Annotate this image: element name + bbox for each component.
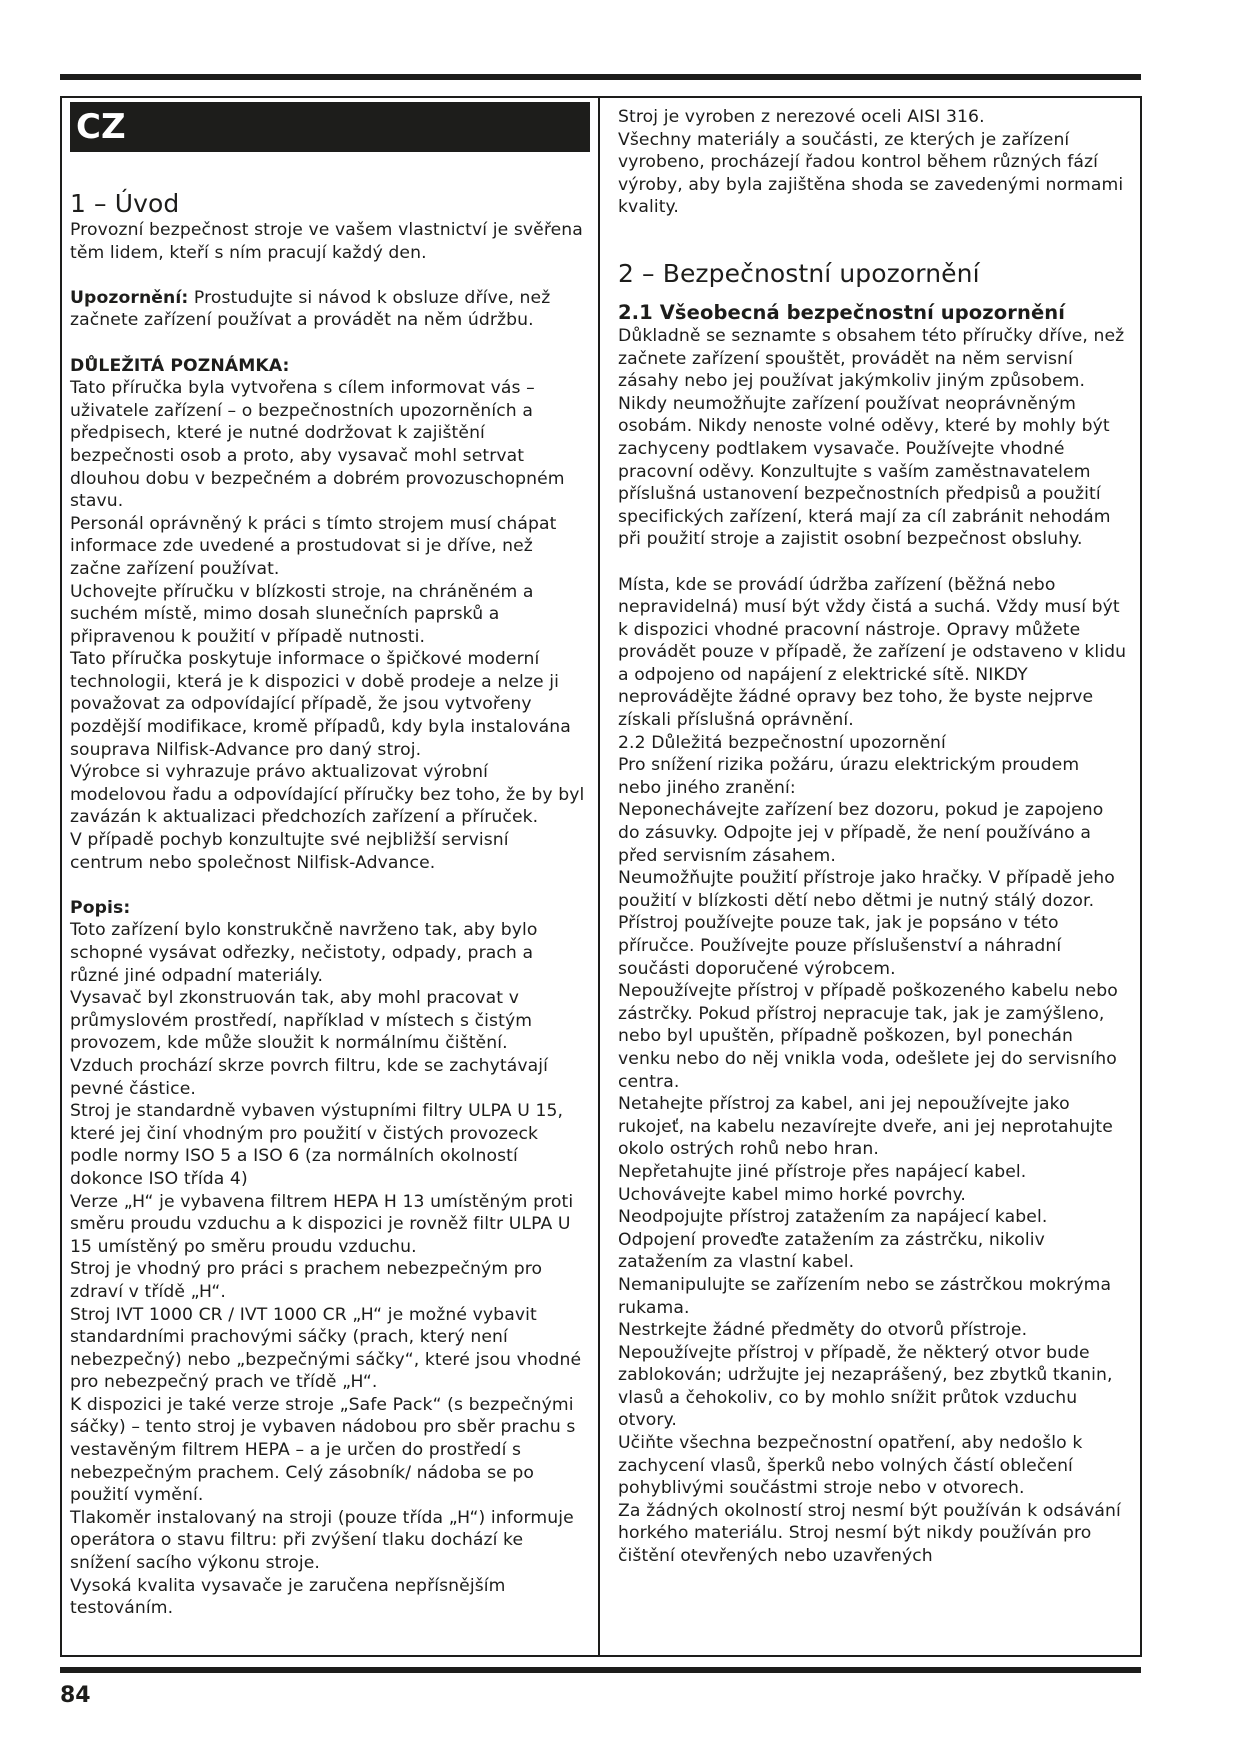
safety-paragraph: Přístroj používejte pouze tak, jak je popsáno v této příručce. Používejte pouze příslušenství a náhradní součásti doporučené výrobcem. <box>618 913 1062 979</box>
warning-text: Prostudujte si návod k obsluze dříve, než začnete zařízení používat a provádět na něm údržbu. <box>70 287 551 331</box>
subsection-heading-important: 2.2 Důležitá bezpečnostní upozornění <box>618 732 946 753</box>
description-paragraph: K dispozici je také verze stroje „Safe Pack“ (s bezpečnými sáčky) – tento stroj je vybaven nádobou pro sběr prachu s vestavěným filtrem HEPA – a je určen do prostředí s nebezpečným prachem. Celý zásobník/ nádoba se po použití vymění. <box>70 1394 576 1506</box>
note-paragraph: Uchovejte příručku v blízkosti stroje, na chráněném a suchém místě, mimo dosah slunečních paprsků a připravenou k použití v případě nutnosti. <box>70 581 534 647</box>
description-paragraph: Vysavač byl zkonstruován tak, aby mohl pracovat v průmyslovém prostředí, například v místech s čistým provozem, kde může sloužit k normálnímu čištění. <box>70 988 533 1054</box>
language-tab: CZ <box>70 102 590 152</box>
safety-paragraph: Netahejte přístroj za kabel, ani jej nepoužívejte jako rukojeť, na kabelu nezavírejte dveře, ani jej neprotahujte okolo ostrých rohů nebo hran. <box>618 1094 1113 1160</box>
description-paragraph: Vzduch prochází skrze povrch filtru, kde se zachytávají pevné částice. <box>70 1055 548 1099</box>
note-paragraph: V případě pochyb konzultujte své nejbližší servisní centrum nebo společnost Nilfisk-Advance. <box>70 830 509 873</box>
safety-paragraph: Nepřetahujte jiné přístroje přes napájecí kabel. <box>618 1161 1027 1182</box>
description-paragraph: Verze „H“ je vybavena filtrem HEPA H 13 umístěným proti směru proudu vzduchu a k dispozici je rovněž filtr ULPA U 15 umístěný po směru proudu vzduchu. <box>70 1191 574 1257</box>
note-paragraph: Tato příručka poskytuje informace o špičkové moderní technologii, která je k dispozici v době prodeje a nelze ji považovat za odpovídající případě, že jsou vytvořeny pozdější modifikace, kromě případů, kdy byla instalována souprava Nilfisk-Advance pro daný stroj. <box>70 649 571 760</box>
description-heading: Popis: <box>70 897 131 918</box>
description-paragraph: Toto zařízení bylo konstrukčně navrženo tak, aby bylo schopné vysávat odřezky, nečistoty, odpady, prach a různé jiné odpadní materiály. <box>70 920 538 986</box>
description-paragraph: Vysoká kvalita vysavače je zaručena nepřísnějším testováním. <box>70 1575 506 1619</box>
description-paragraph: Tlakoměr instalovaný na stroji (pouze třída „H“) informuje operátora o stavu filtru: při zvýšení tlaku dochází ke snížení sacího výkonu stroje. <box>70 1507 574 1574</box>
note-paragraph: Výrobce si vyhrazuje právo aktualizovat výrobní modelovou řadu a odpovídající příručky bez toho, že by byl zavázán k aktualizaci předchozích zařízení a příruček. <box>70 762 585 828</box>
page-number: 84 <box>60 1683 91 1708</box>
maintenance-paragraph: Místa, kde se provádí údržba zařízení (běžná nebo nepravidelná) musí být vždy čistá a suchá. Vždy musí být k dispozici vhodné pracovní nástroje. Opravy můžete provádět pouze v případě, že zařízení je odstaveno v klidu a odpojeno od napájení z elektrické sítě. NIKDY neprovádějte žádné opravy bez toho, že byste nejprve získali příslušná oprávnění. <box>618 574 1127 731</box>
section-heading-safety: 2 – Bezpečnostní upozornění <box>618 258 980 288</box>
right-column <box>618 96 1128 1568</box>
note-heading: DŮLEŽITÁ POZNÁMKA: <box>70 355 290 376</box>
safety-paragraph: Neodpojujte přístroj zatažením za napájecí kabel. <box>618 1207 1048 1228</box>
bottom-rule <box>60 1667 1141 1673</box>
safety-paragraph: Pro snížení rizika požáru, úrazu elektrickým proudem nebo jiného zranění: <box>618 755 1080 798</box>
description-paragraph: Stroj je vhodný pro práci s prachem nebezpečným pro zdraví v třídě „H“. <box>70 1259 543 1302</box>
description-paragraph: Stroj je standardně vybaven výstupními filtry ULPA U 15, které jej činí vhodným pro použití v čistých provozeck podle normy ISO 5 a ISO 6 (za normálních okolností dokonce ISO třída 4) <box>70 1101 564 1189</box>
warning-label: Upozornění: <box>70 287 189 308</box>
safety-paragraph: Uchovávejte kabel mimo horké povrchy. <box>618 1184 966 1205</box>
safety-paragraph: Nepoužívejte přístroj v případě, že některý otvor bude zablokován; udržujte jej nezaprášený, bez zbytků tkanin, vlasů a čehokoliv, co by mohlo snížit průtok vzduchu otvory. <box>618 1342 1113 1431</box>
note-paragraph: Tato příručka byla vytvořena s cílem informovat vás – uživatele zařízení – o bezpečnostních upozorněních a předpisech, které je nutné dodržovat k zajištění bezpečnosti osob a proto, aby vysavač mohl setrvat dlouhou dobu v bezpečném a dobrém provozuschopném stavu. <box>70 378 565 512</box>
section-heading-intro: 1 – Úvod <box>70 189 180 218</box>
warning-paragraph <box>70 287 585 332</box>
safety-paragraph: Učiňte všechna bezpečnostní opatření, aby nedošlo k zachycení vlasů, šperků nebo volných částí oblečení pohyblivými součástmi stroje nebo v otvorech. <box>618 1433 1083 1499</box>
safety-paragraph: Nestrkejte žádné předměty do otvorů přístroje. <box>618 1320 1028 1341</box>
left-column <box>70 96 585 1620</box>
intro-text: Provozní bezpečnost stroje ve vašem vlastnictví je svěřena těm lidem, kteří s ním pracují každý den. <box>70 220 583 263</box>
subsection-heading-general: 2.1 Všeobecná bezpečnostní upozornění <box>618 300 1066 324</box>
note-paragraph: Personál oprávněný k práci s tímto strojem musí chápat informace zde uvedené a prostudovat si je dříve, než začne zařízení používat. <box>70 513 557 579</box>
column-divider <box>598 96 600 1657</box>
material-paragraph: Všechny materiály a součásti, ze kterých je zařízení vyrobeno, procházejí řadou kontrol během různých fází výroby, aby byla zajištěna shoda se zavedenými normami kvality. <box>618 129 1124 218</box>
safety-paragraph: Neponechávejte zařízení bez dozoru, pokud je zapojeno do zásuvky. Odpojte jej v případě, že není používáno a před servisním zásahem. <box>618 800 1104 866</box>
safety-paragraph: Nepoužívejte přístroj v případě poškozeného kabelu nebo zástrčky. Pokud přístroj nepracuje tak, jak je zamýšleno, nebo byl upuštěn, případně poškozen, byl ponechán venku nebo do něj vnikla voda, odešlete jej do servisního centra. <box>618 981 1118 1092</box>
description-paragraph: Stroj IVT 1000 CR / IVT 1000 CR „H“ je možné vybavit standardními prachovými sáčky (prach, který není nebezpečný) nebo „bezpečnými sáčky“, které jsou vhodné pro nebezpečný prach ve třídě „H“. <box>70 1304 582 1393</box>
general-paragraph: Důkladně se seznamte s obsahem této příručky dříve, než začnete zařízení spouštět, provádět na něm servisní zásahy nebo jej používat jakýmkoliv jiným způsobem. <box>618 325 1125 392</box>
safety-paragraph: Neumožňujte použití přístroje jako hračky. V případě jeho použití v blízkosti dětí nebo dětmi je nutný stálý dozor. <box>618 868 1115 911</box>
safety-paragraph: Nemanipulujte se zařízením nebo se zástrčkou mokrýma rukama. <box>618 1274 1112 1318</box>
general-paragraph: Nikdy neumožňujte zařízení používat neoprávněným osobám. Nikdy nenoste volné oděvy, které by mohly být zachyceny podtlakem vysavače. Používejte vhodné pracovní oděvy. Konzultujte s vaším zaměstnavatelem příslušná ustanovení bezpečnostních předpisů a použití specifických zařízení, která mají za cíl zabránit nehodám při použití stroje a zajistit osobní bezpečnost obsluhy. <box>618 393 1111 550</box>
top-rule <box>60 74 1141 80</box>
safety-paragraph: Odpojení proveďte zatažením za zástrčku, nikoliv zatažením za vlastní kabel. <box>618 1229 1045 1273</box>
material-paragraph: Stroj je vyroben z nerezové oceli AISI 316. <box>618 107 985 127</box>
safety-paragraph: Za žádných okolností stroj nesmí být používán k odsávání horkého materiálu. Stroj nesmí být nikdy používán pro čištění otevřených nebo uzavřených <box>618 1500 1121 1567</box>
